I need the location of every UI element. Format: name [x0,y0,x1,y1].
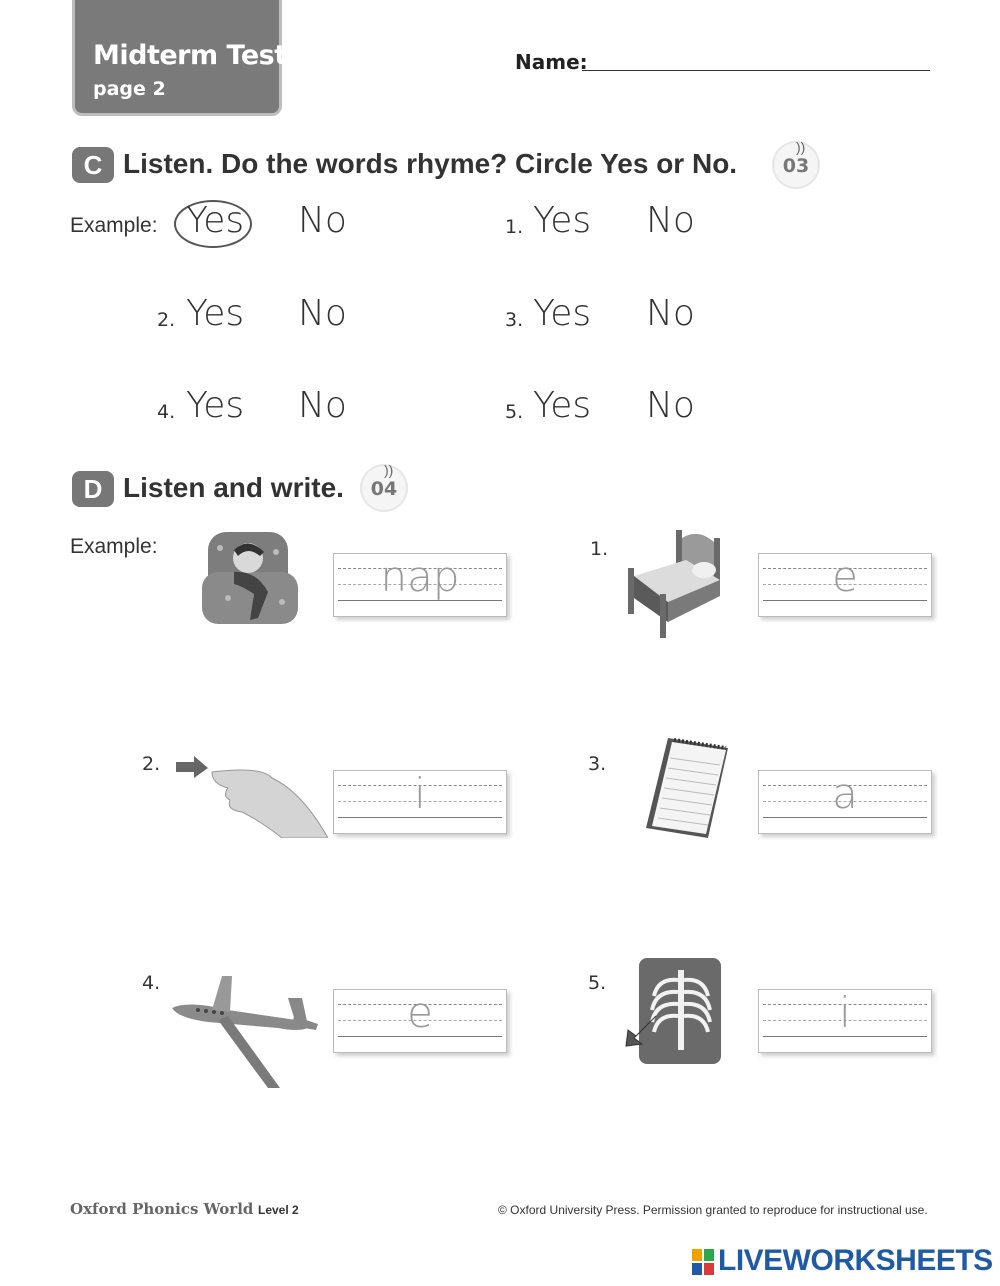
item-number-5: 5. [588,972,607,994]
section-c-instruction: Listen. Do the words rhyme? Circle Yes or No. [123,148,738,179]
item-1-no[interactable]: No [646,200,695,241]
item-3-no[interactable]: No [646,293,695,334]
write-box-4[interactable] [333,989,507,1053]
audio-track-number: 03 [782,155,810,177]
write-box-letters: i [414,769,426,818]
audio-button-03[interactable] [774,139,818,187]
bed-icon [624,524,728,645]
item-number-1: 1. [590,538,609,560]
item-number-4: 4. [142,972,161,994]
sound-wave-icon: )) [384,462,394,478]
write-box-5[interactable] [758,989,932,1053]
audio-track-number: 04 [370,478,398,500]
item-number-2: 2. [157,309,176,331]
item-number-1: 1. [505,216,524,238]
write-box-example[interactable] [333,553,507,617]
item-4-yes[interactable]: Yes [186,385,245,426]
item-number-3: 3. [505,309,524,331]
jet-plane-icon [168,972,324,1095]
armchair-nap-icon [198,528,308,637]
page-title: Midterm Test [93,40,287,71]
section-d-instruction: Listen and write. [123,472,344,503]
write-box-letters: e [407,988,433,1037]
write-box-3[interactable] [758,770,932,834]
item-5-yes[interactable]: Yes [533,385,592,426]
item-number-3: 3. [588,753,607,775]
write-box-2[interactable] [333,770,507,834]
item-2-yes[interactable]: Yes [186,293,245,334]
item-number-4: 4. [157,401,176,423]
item-number-5: 5. [505,401,524,423]
write-box-letters: e [832,552,858,601]
item-1-yes[interactable]: Yes [533,200,592,241]
name-field[interactable] [582,70,930,71]
write-box-1[interactable] [758,553,932,617]
example-label: Example: [70,214,158,237]
liveworksheets-logo[interactable]: LIVEWORKSHEETS [718,1244,993,1277]
item-number-2: 2. [142,753,161,775]
footer-brand: Oxford Phonics World [70,1200,254,1218]
notepad-icon [642,734,730,845]
section-d-badge: D [72,471,114,507]
xray-ribs-icon [622,956,722,1069]
sound-wave-icon: )) [796,139,806,155]
write-box-letters: a [832,769,858,818]
item-4-no[interactable]: No [298,385,347,426]
footer-level: Level 2 [258,1203,299,1217]
write-box-letters: nap [380,552,460,601]
footer-copyright: © Oxford University Press. Permission granted to reproduce for instructional use. [498,1203,928,1217]
audio-button-04[interactable] [362,462,406,510]
example-no: No [298,200,347,241]
name-label: Name: [515,50,588,74]
item-5-no[interactable]: No [646,385,695,426]
pointing-finger-icon [172,752,328,843]
liveworksheets-logo-icon [692,1249,714,1275]
item-3-yes[interactable]: Yes [533,293,592,334]
section-c-badge: C [72,147,114,183]
page-subtitle: page 2 [93,78,166,100]
write-box-letters: i [839,988,851,1037]
example-yes: Yes [186,200,245,241]
example-label: Example: [70,535,158,558]
item-2-no[interactable]: No [298,293,347,334]
